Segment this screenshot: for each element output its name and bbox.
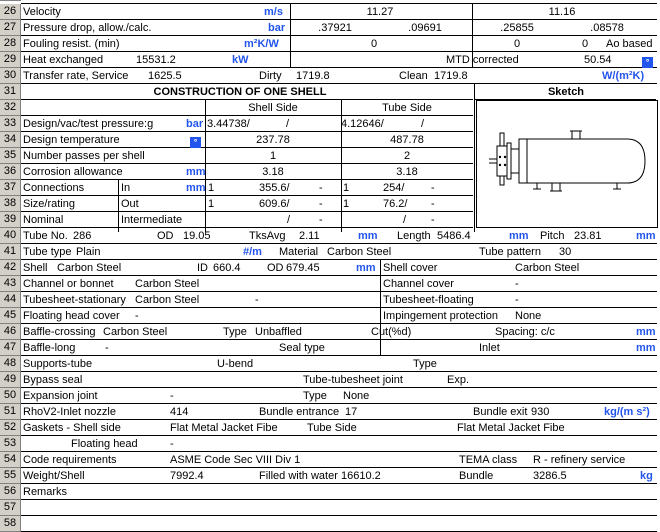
code-requirements-value[interactable]: ASME Code Sec VIII Div 1 bbox=[170, 454, 301, 466]
label-pressure-drop: Pressure drop, allow./calc. bbox=[23, 22, 152, 34]
label-tube-type: Tube type bbox=[23, 246, 72, 258]
sketch-panel bbox=[476, 100, 658, 228]
tube-design-pressure-b[interactable]: / bbox=[421, 118, 425, 130]
shell-passes[interactable]: 1 bbox=[269, 150, 277, 162]
tube-dp-allow[interactable]: .25855 bbox=[500, 22, 534, 34]
row-number: 43 bbox=[0, 276, 21, 292]
tube-in-count[interactable]: 1 bbox=[343, 182, 350, 194]
tube-int-rating[interactable]: - bbox=[431, 214, 435, 226]
label-tubesheet-floating: Tubesheet-floating bbox=[383, 294, 474, 306]
unit-fin-density: #/m bbox=[243, 246, 262, 258]
label-corrosion: Corrosion allowance bbox=[23, 166, 123, 178]
unit-pitch: mm bbox=[636, 230, 656, 242]
grid-vline bbox=[474, 84, 475, 232]
tube-fouling-a[interactable]: 0 bbox=[514, 38, 521, 50]
baffle-type-value[interactable]: Unbaffled bbox=[255, 326, 302, 338]
tubesheet-floating-value[interactable]: - bbox=[515, 294, 519, 306]
row-number: 49 bbox=[0, 372, 21, 388]
shell-cover-value[interactable]: Carbon Steel bbox=[515, 262, 580, 274]
row-number: 33 bbox=[0, 116, 21, 132]
unit-rhov2: kg/(m s²) bbox=[604, 406, 650, 418]
unit-connections: mm bbox=[186, 182, 206, 194]
connections-out: Out bbox=[121, 198, 139, 210]
shell-in-rating[interactable]: - bbox=[319, 182, 323, 194]
label-impingement: Impingement protection bbox=[383, 310, 498, 322]
service-rate[interactable]: 1625.5 bbox=[148, 70, 182, 82]
label-bypass-seal: Bypass seal bbox=[23, 374, 83, 386]
tube-in-rating[interactable]: - bbox=[431, 182, 435, 194]
unit-length: mm bbox=[509, 230, 529, 242]
dirty-rate[interactable]: 1719.8 bbox=[296, 70, 330, 82]
unit-heat: kW bbox=[232, 54, 249, 66]
label-filled-water: Filled with water bbox=[259, 470, 338, 482]
row-number: 56 bbox=[0, 484, 21, 500]
tube-side-header: Tube Side bbox=[382, 102, 432, 114]
label-gaskets-shell: Gaskets - Shell side bbox=[23, 422, 121, 434]
unit-tube-dims: mm bbox=[358, 230, 378, 242]
row-number: 55 bbox=[0, 468, 21, 484]
row-number: 54 bbox=[0, 452, 21, 468]
shell-out-size[interactable]: 609.6/ bbox=[259, 198, 290, 210]
fouling-basis: Ao based bbox=[606, 38, 653, 50]
expansion-joint-value[interactable]: - bbox=[170, 390, 174, 402]
shell-od-value[interactable]: 679.45 bbox=[286, 262, 320, 274]
shell-out-rating[interactable]: - bbox=[319, 198, 323, 210]
shell-int-size[interactable]: / bbox=[287, 214, 291, 226]
label-channel-cover: Channel cover bbox=[383, 278, 454, 290]
label-pitch: Pitch bbox=[540, 230, 565, 242]
label-baffle-type: Type bbox=[223, 326, 247, 338]
unit-design-pressure: bar bbox=[186, 118, 204, 130]
shell-side-header: Shell Side bbox=[248, 102, 298, 114]
row-number: 32 bbox=[0, 100, 21, 116]
label-design-pressure: Design/vac/test pressure:g bbox=[23, 118, 154, 130]
tema-class-value[interactable]: R - refinery service bbox=[533, 454, 626, 466]
bundle-exit-value[interactable]: 930 bbox=[531, 406, 550, 418]
tube-in-size[interactable]: 254/ bbox=[383, 182, 405, 194]
unit-velocity: m/s bbox=[264, 6, 283, 18]
label-baffle-spacing: Spacing: c/c bbox=[495, 326, 555, 338]
gaskets-shell-value[interactable]: Flat Metal Jacket Fibe bbox=[170, 422, 278, 434]
grid-hline bbox=[21, 515, 657, 516]
row-number: 28 bbox=[0, 36, 21, 52]
row-number: 38 bbox=[0, 196, 21, 212]
heat-exchanged-value[interactable]: 15531.2 bbox=[136, 54, 176, 66]
row-number: 44 bbox=[0, 292, 21, 308]
row-number: 57 bbox=[0, 500, 21, 516]
unit-corrosion: mm bbox=[186, 166, 206, 178]
unit-shell-dims: mm bbox=[356, 262, 376, 274]
label-tema-class: TEMA class bbox=[459, 454, 518, 466]
floating-head-cover-value[interactable]: - bbox=[135, 310, 139, 322]
label-design-temp: Design temperature bbox=[23, 134, 120, 146]
exchanger-sketch-icon bbox=[477, 101, 657, 227]
gaskets-tube-value[interactable]: Flat Metal Jacket Fibe bbox=[457, 422, 565, 434]
row-number: 52 bbox=[0, 420, 21, 436]
label-shell-id: ID bbox=[197, 262, 208, 274]
label-expansion-joint: Expansion joint bbox=[23, 390, 98, 402]
row-number-25 bbox=[0, 0, 21, 1]
unit-pressure-drop: bar bbox=[268, 22, 286, 34]
row-number: 37 bbox=[0, 180, 21, 196]
tube-type-value[interactable]: Plain bbox=[76, 246, 101, 258]
label-code-requirements: Code requirements bbox=[23, 454, 117, 466]
row-number: 27 bbox=[0, 20, 21, 36]
label-velocity: Velocity bbox=[23, 6, 61, 18]
label-tube-pattern: Tube pattern bbox=[479, 246, 541, 258]
label-tks: TksAvg bbox=[249, 230, 286, 242]
label-clean: Clean bbox=[399, 70, 428, 82]
label-remarks: Remarks bbox=[23, 486, 68, 498]
label-floating-head-cover: Floating head cover bbox=[23, 310, 120, 322]
shell-dp-calc[interactable]: .09691 bbox=[408, 22, 442, 34]
unit-transfer-rate: W/(m²K) bbox=[602, 70, 645, 82]
label-shell: Shell bbox=[23, 262, 48, 274]
grid-hline bbox=[21, 195, 473, 196]
label-baffle-cut: Cut(%d) bbox=[371, 326, 412, 338]
shell-design-pressure-b[interactable]: / bbox=[286, 118, 290, 130]
row-number: 41 bbox=[0, 244, 21, 260]
label-u-bend: U-bend bbox=[217, 358, 254, 370]
grid-hline bbox=[21, 403, 657, 404]
bundle-entrance-value[interactable]: 17 bbox=[345, 406, 358, 418]
sketch-title: Sketch bbox=[547, 86, 585, 98]
shell-dp-allow[interactable]: .37921 bbox=[318, 22, 352, 34]
connections-intermediate: Intermediate bbox=[121, 214, 183, 226]
mtd-value[interactable]: 50.54 bbox=[584, 54, 612, 66]
label-bundle-entrance: Bundle entrance bbox=[259, 406, 340, 418]
row-number: 35 bbox=[0, 148, 21, 164]
tube-int-size[interactable]: / bbox=[403, 214, 407, 226]
grid-hline bbox=[21, 499, 657, 500]
length-value[interactable]: 5486.4 bbox=[437, 230, 471, 242]
shell-design-pressure[interactable]: 3.44738/ bbox=[207, 118, 250, 130]
grid-hline bbox=[21, 371, 657, 372]
tube-design-pressure[interactable]: 4.12646/ bbox=[341, 118, 384, 130]
label-tube-no: Tube No. bbox=[23, 230, 68, 242]
expansion-type-value[interactable]: None bbox=[343, 390, 370, 402]
grid-hline bbox=[21, 67, 657, 68]
row-number: 31 bbox=[0, 84, 21, 100]
label-tube-material: Material bbox=[279, 246, 319, 258]
shell-fouling[interactable]: 0 bbox=[371, 38, 378, 50]
row-number: 51 bbox=[0, 404, 21, 420]
unit-inlet: mm bbox=[636, 342, 656, 354]
label-bundle-exit: Bundle exit bbox=[473, 406, 528, 418]
impingement-value[interactable]: None bbox=[515, 310, 542, 322]
label-inlet: Inlet bbox=[479, 342, 500, 354]
label-weight-shell: Weight/Shell bbox=[23, 470, 85, 482]
tube-fouling-b[interactable]: 0 bbox=[582, 38, 589, 50]
row-number: 48 bbox=[0, 356, 21, 372]
shell-in-size[interactable]: 355.6/ bbox=[259, 182, 290, 194]
tube-od-value[interactable]: 19.05 bbox=[183, 230, 211, 242]
label-supports-tube: Supports-tube bbox=[23, 358, 93, 370]
unit-baffle-spacing: mm bbox=[636, 326, 656, 338]
label-passes: Number passes per shell bbox=[23, 150, 145, 162]
label-tube-joint: Tube-tubesheet joint bbox=[303, 374, 403, 386]
grid-hline bbox=[21, 291, 657, 292]
shell-out-count[interactable]: 1 bbox=[208, 198, 215, 210]
label-seal-type: Seal type bbox=[279, 342, 325, 354]
label-baffle-crossing: Baffle-crossing bbox=[23, 326, 96, 338]
tube-out-size[interactable]: 76.2/ bbox=[383, 198, 408, 210]
label-length: Length bbox=[397, 230, 431, 242]
rhov2-inlet-value[interactable]: 414 bbox=[170, 406, 189, 418]
gasket-floating-head-value[interactable]: - bbox=[170, 438, 174, 450]
label-mtd: MTD corrected bbox=[446, 54, 519, 66]
row-number: 46 bbox=[0, 324, 21, 340]
tube-velocity[interactable]: 11.16 bbox=[548, 6, 576, 18]
pitch-value[interactable]: 23.81 bbox=[574, 230, 602, 242]
unit-weight: kg bbox=[640, 470, 653, 482]
label-nominal: Nominal bbox=[23, 214, 64, 226]
label-size-rating: Size/rating bbox=[23, 198, 75, 210]
label-bundle-weight: Bundle bbox=[459, 470, 494, 482]
grid-vline bbox=[118, 180, 119, 232]
label-gaskets-tube: Tube Side bbox=[307, 422, 357, 434]
clean-rate[interactable]: 1719.8 bbox=[434, 70, 468, 82]
tube-dp-calc[interactable]: .08578 bbox=[590, 22, 624, 34]
label-support-type: Type bbox=[413, 358, 437, 370]
tubesheet-stationary-material[interactable]: Carbon Steel bbox=[135, 294, 200, 306]
label-shell-od: OD bbox=[267, 262, 284, 274]
label-gasket-floating-head: Floating head bbox=[71, 438, 138, 450]
shell-material[interactable]: Carbon Steel bbox=[57, 262, 122, 274]
row-number: 30 bbox=[0, 68, 21, 84]
row-number: 29 bbox=[0, 52, 21, 68]
label-rhov2: RhoV2-Inlet nozzle bbox=[23, 406, 116, 418]
row-number: 34 bbox=[0, 132, 21, 148]
label-dirty: Dirty bbox=[259, 70, 282, 82]
row-number: 39 bbox=[0, 212, 21, 228]
tube-pattern-value[interactable]: 30 bbox=[559, 246, 572, 258]
temperature-unit-icon[interactable]: ° bbox=[642, 55, 653, 70]
tube-design-temp[interactable]: 487.78 bbox=[390, 134, 424, 146]
label-fouling: Fouling resist. (min) bbox=[23, 38, 120, 50]
shell-id-value[interactable]: 660.4 bbox=[213, 262, 241, 274]
connections-in: In bbox=[121, 182, 131, 194]
unit-fouling: m²K/W bbox=[244, 38, 279, 50]
label-tubesheet-stationary: Tubesheet-stationary bbox=[23, 294, 126, 306]
label-expansion-type: Type bbox=[303, 390, 327, 402]
label-transfer-rate: Transfer rate, Service bbox=[23, 70, 129, 82]
temperature-unit-icon[interactable]: ° bbox=[190, 135, 201, 150]
tks-value[interactable]: 2.11 bbox=[299, 230, 320, 242]
label-channel: Channel or bonnet bbox=[23, 278, 114, 290]
label-connections: Connections bbox=[23, 182, 85, 194]
shell-in-count[interactable]: 1 bbox=[208, 182, 215, 194]
grid-hline bbox=[21, 355, 657, 356]
row-number: 50 bbox=[0, 388, 21, 404]
label-tube-od: OD bbox=[157, 230, 174, 242]
row-number: 47 bbox=[0, 340, 21, 356]
label-heat-exchanged: Heat exchanged bbox=[23, 54, 104, 66]
construction-title: CONSTRUCTION OF ONE SHELL bbox=[153, 86, 327, 98]
filled-water-value[interactable]: 16610.2 bbox=[341, 470, 381, 482]
bundle-weight-value[interactable]: 3286.5 bbox=[533, 470, 567, 482]
tube-joint-value[interactable]: Exp. bbox=[447, 374, 470, 386]
tube-out-count[interactable]: 1 bbox=[343, 198, 350, 210]
shell-int-rating[interactable]: - bbox=[319, 214, 323, 226]
row-number: 53 bbox=[0, 436, 21, 452]
grid-vline bbox=[380, 260, 381, 356]
shell-design-temp[interactable]: 237.78 bbox=[256, 134, 290, 146]
row-number: 26 bbox=[0, 4, 21, 20]
shell-velocity[interactable]: 11.27 bbox=[366, 6, 394, 18]
row-number: 45 bbox=[0, 308, 21, 324]
baffle-crossing-material[interactable]: Carbon Steel bbox=[103, 326, 168, 338]
baffle-long-value[interactable]: - bbox=[105, 342, 109, 354]
tube-passes[interactable]: 2 bbox=[403, 150, 411, 162]
channel-cover-value[interactable]: - bbox=[515, 278, 519, 290]
label-baffle-long: Baffle-long bbox=[23, 342, 76, 354]
tube-out-rating[interactable]: - bbox=[431, 198, 435, 210]
tubesheet-stationary-extra[interactable]: - bbox=[255, 294, 259, 306]
row-number: 36 bbox=[0, 164, 21, 180]
tube-material[interactable]: Carbon Steel bbox=[327, 246, 392, 258]
row-number: 58 bbox=[0, 516, 21, 532]
shell-corrosion[interactable]: 3.18 bbox=[262, 166, 284, 178]
row-number: 42 bbox=[0, 260, 21, 276]
weight-shell-value[interactable]: 7992.4 bbox=[170, 470, 204, 482]
tube-no-value[interactable]: 286 bbox=[73, 230, 92, 242]
channel-material[interactable]: Carbon Steel bbox=[135, 278, 200, 290]
row-number: 40 bbox=[0, 228, 21, 244]
tube-corrosion[interactable]: 3.18 bbox=[396, 166, 418, 178]
label-shell-cover: Shell cover bbox=[383, 262, 438, 274]
